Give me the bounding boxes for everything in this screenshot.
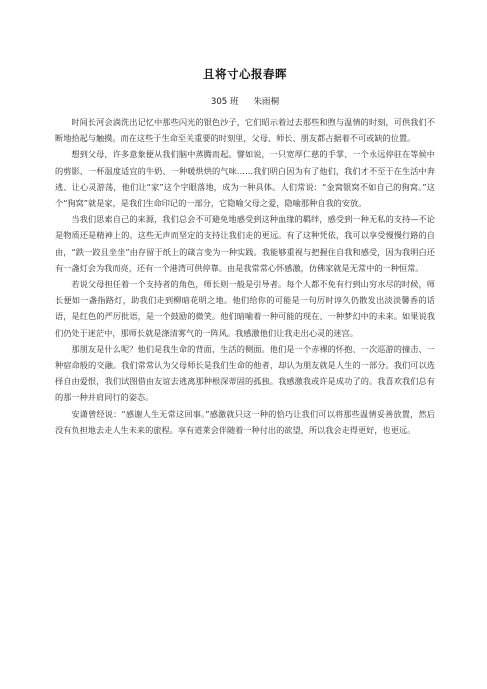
paragraph-4: 若说父母担任着一个支持者的角色，师长则一般是引导者。每个人都不免有行到山穷水尽的时候，师长便如一盏指路灯，助我们走到柳暗花明之地。他们给你的可能是一句厉时谆久仍散发出淡淡馨香的话语，是红色的严厉批语，是一个鼓励的微笑。他们暗喻着一种可能的现在、一种梦幻中的未来。如果说我们仍处于迷茫中，那师长就是涤清雾气的一阵风。我感激他们让我走出心灵的迷宫。 xyxy=(55,279,435,338)
paragraph-5: 那朋友是什么呢？他们是我生命的背面，生活的侧面。他们是一个赤裸的怀抱、一次巡游的撞击、一种宿命般的交融。我们常常认为父母师长是我们生命的他者，却认为朋友就是人生的一部分。我们可以选择自由爱恨，我们试图借由友谊去逃离那种根深蒂固的孤独。我感激我或许是成功了的。我喜欢我们总有的那一种并肩同行的姿态。 xyxy=(55,343,435,403)
paragraph-6: 安潇曾经说：“感谢人生无常这回事。”感激就只这一种的恰巧让我们可以将那些温情妥善放置，然后没有负担地去走人生未来的旅程。享有道莱会伴随着一种付出的欲望，所以我会走得更好，也更远。 xyxy=(55,408,435,435)
document-title: 且将寸心报春晖 xyxy=(203,67,287,81)
paragraph-2: 想到父母，许多意象便从我们脑中蒸腾而起。譬如说，一只宽厚仁慈的手掌、一个永远停驻在等候中的剪影、一杯温度适宜的牛奶、一种暖烘烘的气味……我们明白因为有了他们，我们才不至于在生活中奔逃、让心灵游荡，他们让“家”这个字眼落地，成为一种具体。人们常说：“金窝银窝不如自己的狗窝。”这个“狗窝”就是家，是我们生命印记的一部分，它隐喻父母之爱，隐喻那种自我的安放。 xyxy=(55,149,435,209)
class-label: 305 班 xyxy=(210,97,239,107)
author-name: 朱雨桐 xyxy=(253,97,280,107)
paragraph-3: 当我们思索自己的来源，我们总会不可避免地感受到这种血缘的羁绊，感受到一种无私的支持—不论是物质还是精神上的。这些无声而坚定的支持让我们走的更远。有了这种凭依，我可以享受慢慢行路的自由，“跌一跤且坐坐”由存留于纸上的箴言变为一种实践。我能够重视与把握住自我和感受，因为我明白还有一盏灯会为我而亮，还有一个港湾可供停靠。由是我常常心怀感激，仿佛家就是无常中的一种恒常。 xyxy=(55,214,435,273)
paragraph-1: 时间长河会淌洗出记忆中那些闪光的银色沙子，它们昭示着过去那些和煦与温情的时刻，可供我们不断地拾起与触摸。而在这些于生命至关重要的时刻里，父母、师长、朋友都占据着不可或缺的位置。 xyxy=(55,117,435,144)
byline xyxy=(55,95,435,107)
